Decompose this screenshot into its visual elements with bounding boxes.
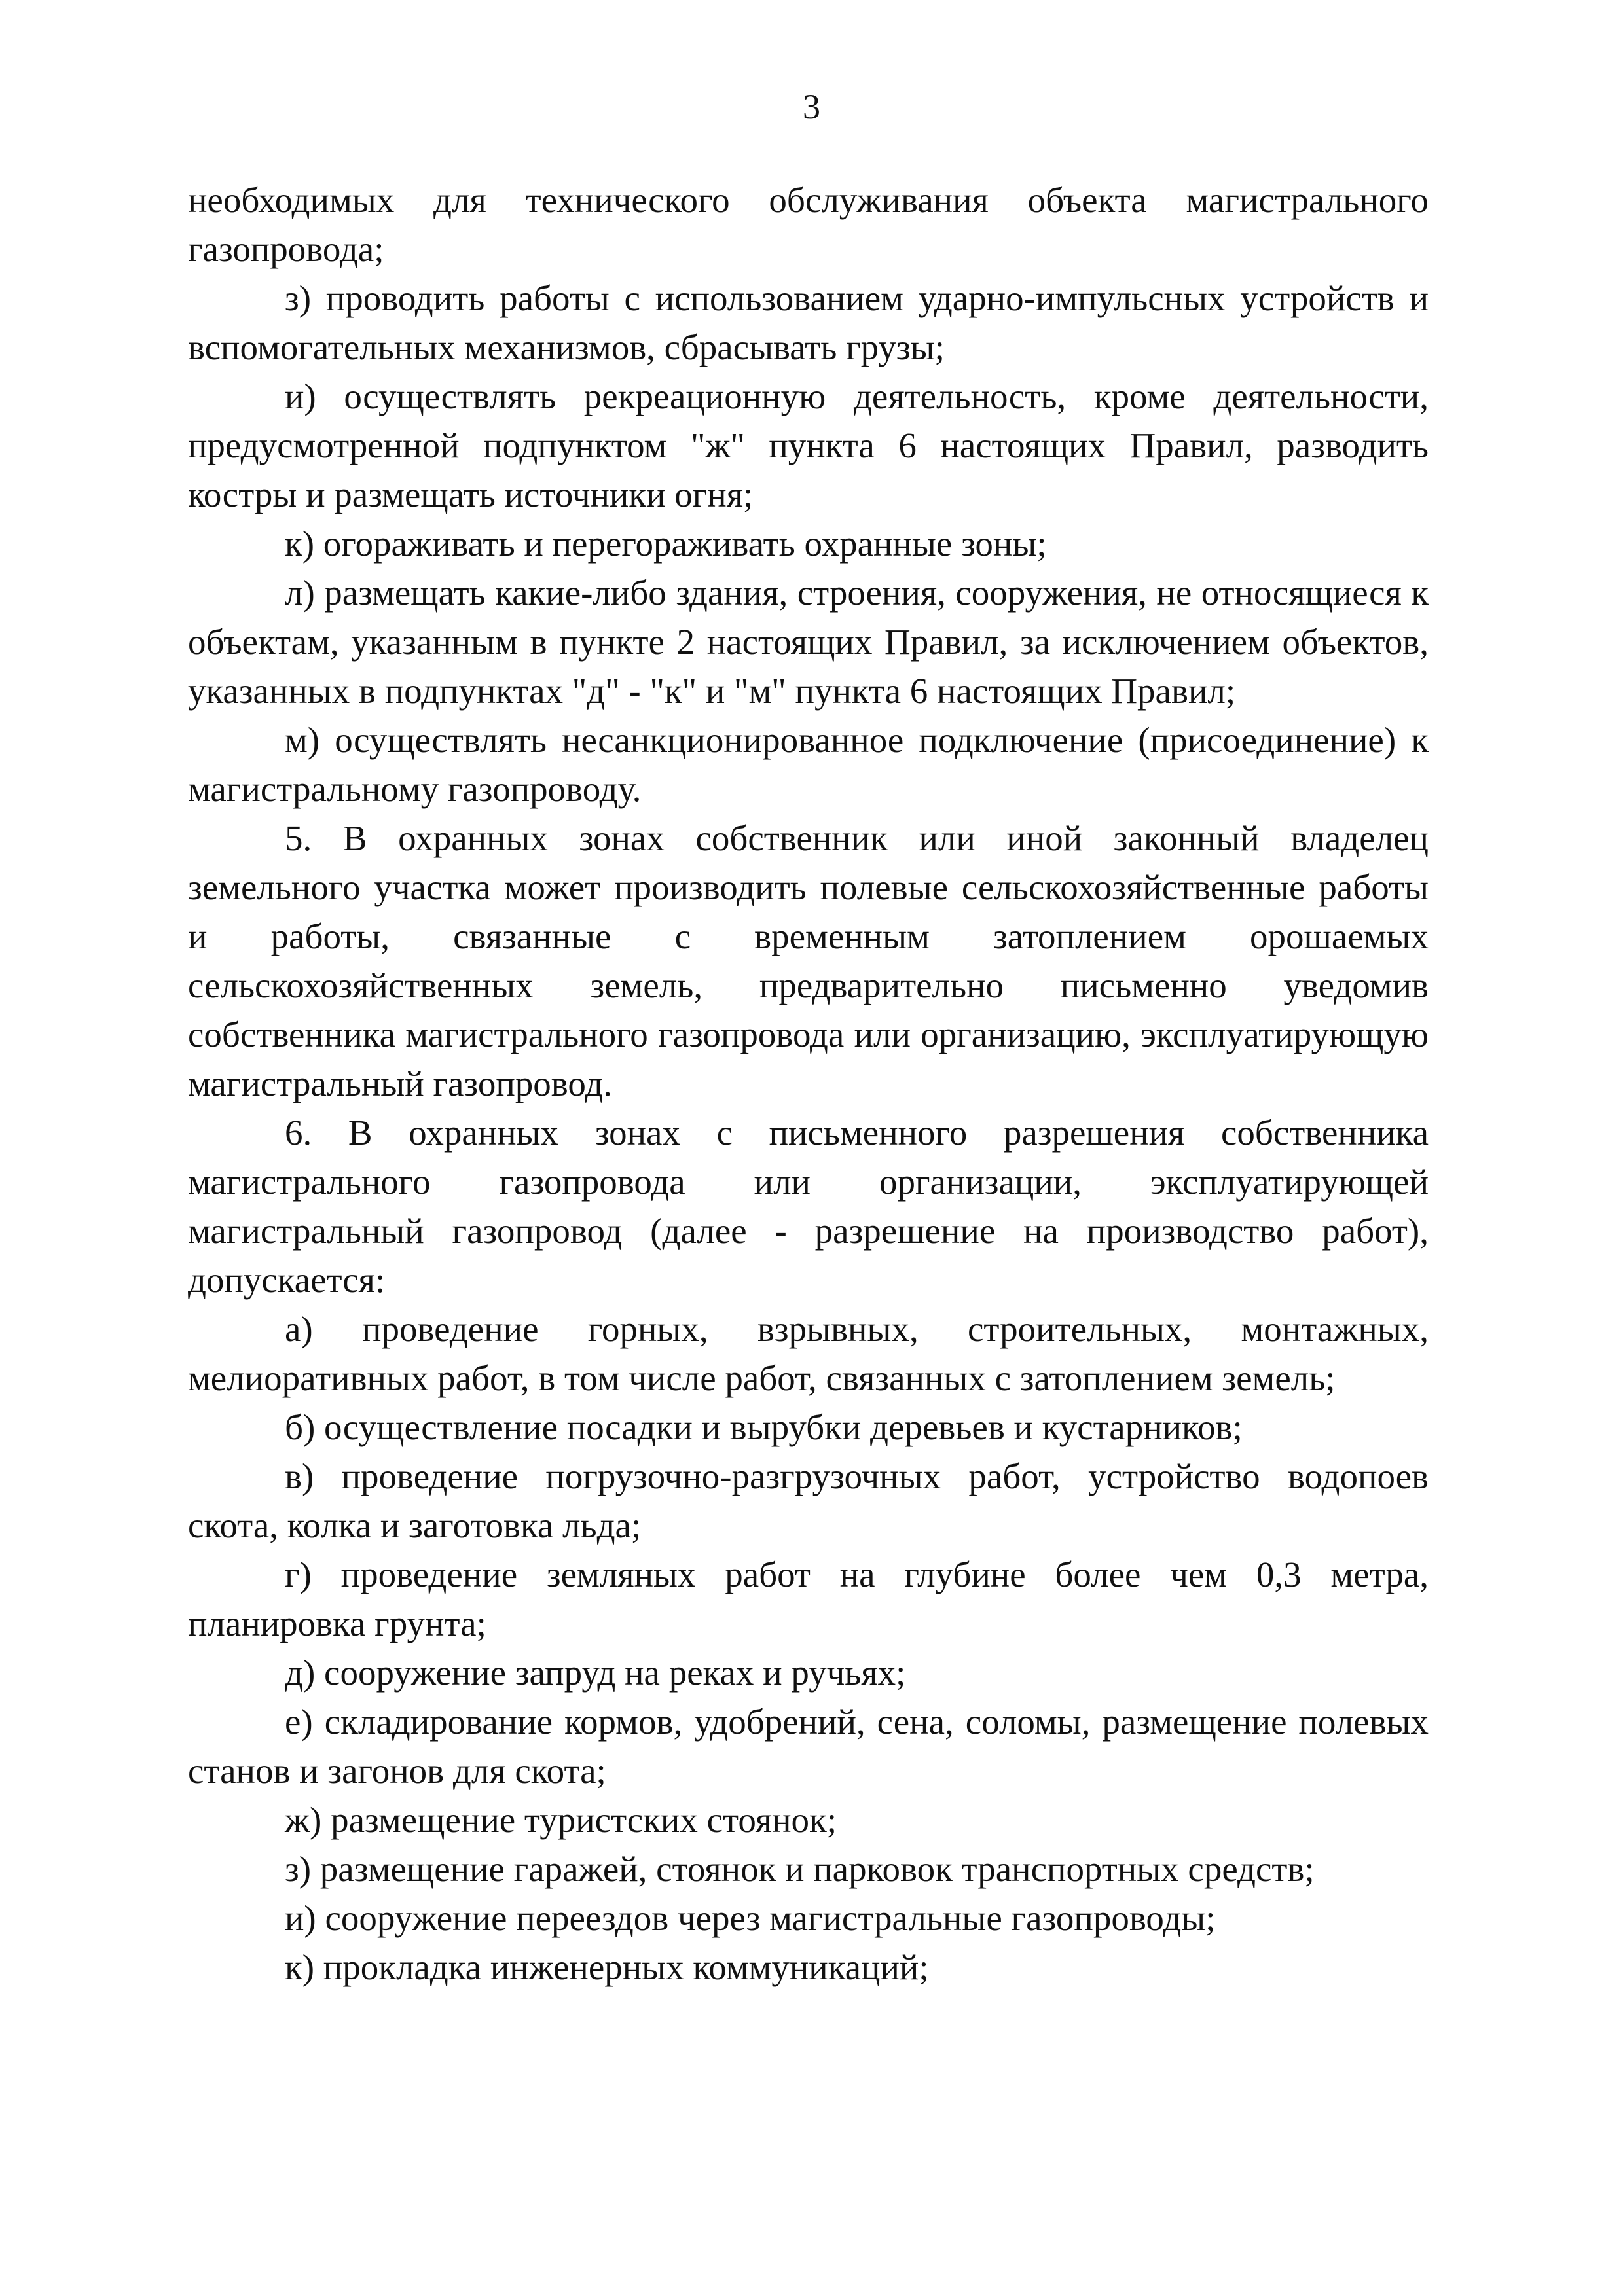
- paragraph: з) проводить работы с использованием ударно-импульсных устройств и вспомогательных механизмов, сбрасывать грузы;: [188, 278, 1429, 367]
- paragraph: необходимых для технического обслуживания объекта магистрального газопровода;: [188, 180, 1429, 269]
- paragraph: в) проведение погрузочно-разгрузочных работ, устройство водопоев скота, колка и заготовка льда;: [188, 1456, 1429, 1545]
- paragraph: к) огораживать и перегораживать охранные зоны;: [285, 524, 1047, 564]
- paragraph: б) осуществление посадки и вырубки деревьев и кустарников;: [285, 1407, 1243, 1447]
- paragraph: д) сооружение запруд на реках и ручьях;: [285, 1653, 906, 1693]
- document-body: [188, 175, 1429, 1992]
- paragraph: 6. В охранных зонах с письменного разрешения собственника магистрального газопровода или организации, эксплуатирующей магистральный газопровод (далее - разрешение на производство работ), допускается:: [188, 1113, 1429, 1300]
- paragraph: з) размещение гаражей, стоянок и парковок транспортных средств;: [285, 1849, 1315, 1889]
- paragraph: а) проведение горных, взрывных, строительных, монтажных, мелиоративных работ, в том числе работ, связанных с затоплением земель;: [188, 1309, 1429, 1398]
- paragraph: м) осуществлять несанкционированное подключение (присоединение) к магистральному газопроводу.: [188, 720, 1429, 809]
- paragraph: и) осуществлять рекреационную деятельность, кроме деятельности, предусмотренной подпунктом "ж" пункта 6 настоящих Правил, разводить костры и размещать источники огня;: [188, 376, 1429, 514]
- page-number: 3: [803, 87, 820, 126]
- paragraph: к) прокладка инженерных коммуникаций;: [285, 1947, 929, 1987]
- paragraph: г) проведение земляных работ на глубине более чем 0,3 метра, планировка грунта;: [188, 1554, 1429, 1643]
- paragraph: 5. В охранных зонах собственник или иной законный владелец земельного участка может производить полевые сельскохозяйственные работы и работы, связанные с временным затоплением орошаемых сельскохозяйственных земель, предварительно письменно уведомив собственника магистрального газопровода или организацию, эксплуатирующую магистральный газопровод.: [188, 818, 1429, 1103]
- paragraph: и) сооружение переездов через магистральные газопроводы;: [285, 1898, 1216, 1938]
- paragraph: л) размещать какие-либо здания, строения, сооружения, не относящиеся к объектам, указанным в пункте 2 настоящих Правил, за исключением объектов, указанных в подпунктах "д" - "к" и "м" пункта 6 настоящих Правил;: [188, 573, 1429, 711]
- paragraph: ж) размещение туристских стоянок;: [285, 1800, 837, 1840]
- paragraph: е) складирование кормов, удобрений, сена, соломы, размещение полевых станов и загонов для скота;: [188, 1702, 1429, 1791]
